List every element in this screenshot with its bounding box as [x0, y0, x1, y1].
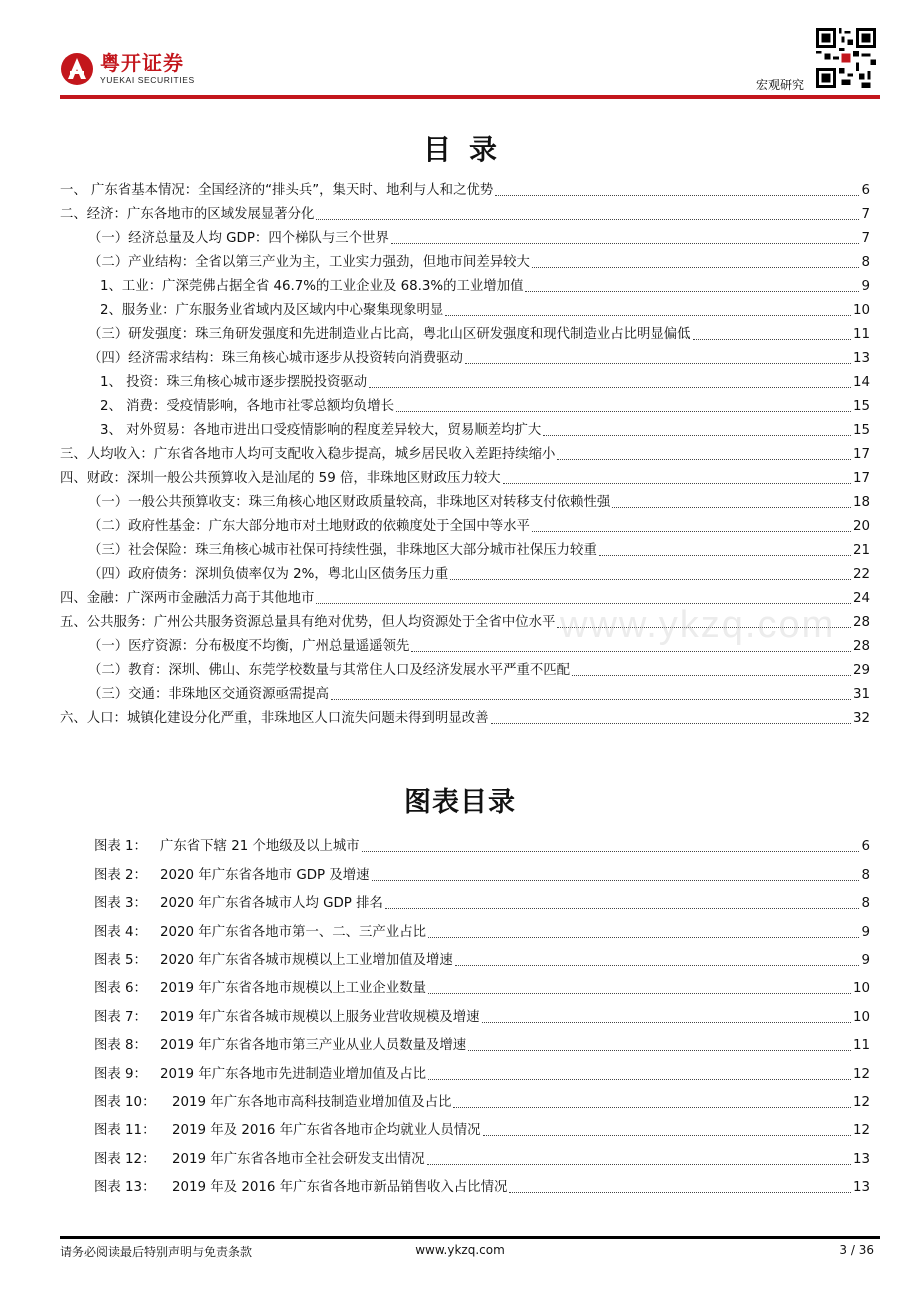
figure-entry-page: 9 [861, 924, 870, 940]
figure-entry-label: 图表 10： [94, 1094, 156, 1110]
toc-entry-page: 10 [852, 303, 870, 318]
toc-entry-page: 15 [852, 423, 870, 438]
figure-leader-dots [483, 1135, 851, 1136]
qr-code-icon [816, 28, 876, 88]
toc-leader-dots [532, 267, 860, 268]
toc-entry-page: 13 [852, 351, 870, 366]
toc-leader-dots [316, 219, 859, 220]
figure-entry-label: 图表 8： [94, 1038, 147, 1054]
toc-entry[interactable] [60, 296, 870, 320]
toc-leader-dots [525, 291, 859, 292]
toc-entry-page: 11 [852, 327, 870, 342]
toc-title: 目录 [422, 133, 515, 166]
toc-entry-text: （一）一般公共预算收支：珠三角核心地区财政质量较高，非珠地区对转移支付依赖性强 [88, 495, 611, 510]
figure-entry[interactable] [94, 1055, 870, 1083]
figure-entry-label: 图表 9： [94, 1066, 147, 1082]
figures-title: 图表目录 [404, 787, 516, 818]
toc-leader-dots [693, 339, 851, 340]
figure-entry[interactable] [94, 1140, 870, 1168]
toc-entry-page: 32 [852, 711, 870, 726]
figure-entry[interactable] [94, 1084, 870, 1112]
toc-entry-page: 17 [852, 447, 870, 462]
figure-entry-label: 图表 12： [94, 1151, 156, 1167]
toc-entry[interactable] [60, 248, 870, 272]
toc-entry-page: 15 [852, 399, 870, 414]
figure-entry-label: 图表 3： [94, 896, 147, 912]
figure-entry-text: 2020 年广东省各地市 GDP 及增速 [160, 867, 370, 883]
toc-entry-text: 2、服务业：广东服务业省域内及区域内中心聚集现象明显 [100, 303, 444, 318]
toc-leader-dots [331, 699, 851, 700]
toc-entry-text: 五、公共服务：广州公共服务资源总量具有绝对优势，但人均资源处于全省中位水平 [60, 615, 556, 630]
toc-entry[interactable] [60, 200, 870, 224]
toc-entry[interactable] [60, 536, 870, 560]
toc-entry-page: 17 [852, 471, 870, 486]
toc-entry[interactable] [60, 656, 870, 680]
figure-entry-text: 广东省下辖 21 个地级及以上城市 [160, 839, 360, 855]
toc-leader-dots [612, 507, 851, 508]
figure-entry-text: 2019 年广东省各地市第三产业从业人员数量及增速 [160, 1038, 467, 1054]
toc-entry[interactable] [60, 224, 870, 248]
figure-entry[interactable] [94, 885, 870, 913]
toc-entry-page: 6 [861, 183, 870, 198]
toc-entry-text: 六、人口：城镇化建设分化严重，非珠地区人口流失问题未得到明显改善 [60, 711, 489, 726]
figure-entry-page: 12 [852, 1066, 870, 1082]
toc-entry-page: 14 [852, 375, 870, 390]
figure-leader-dots [453, 1107, 851, 1108]
toc-entry[interactable] [60, 704, 870, 728]
figure-entry-text: 2020 年广东省各城市人均 GDP 排名 [160, 896, 383, 912]
figure-entry-label: 图表 11： [94, 1123, 156, 1139]
figure-leader-dots [455, 965, 860, 966]
figure-entry-text: 2019 年广东各地市高科技制造业增加值及占比 [172, 1094, 452, 1110]
toc-entry-text: 一、 广东省基本情况：全国经济的“排头兵”，集天时、地利与人和之优势 [60, 183, 494, 198]
footer-url: www.ykzq.com [415, 1243, 505, 1257]
figure-entry[interactable] [94, 1112, 870, 1140]
toc-entry-page: 24 [852, 591, 870, 606]
figure-entry-label: 图表 2： [94, 867, 147, 883]
toc-entry[interactable] [60, 680, 870, 704]
toc-entry-text: 四、财政：深圳一般公共预算收入是汕尾的 59 倍，非珠地区财政压力较大 [60, 471, 501, 486]
figure-entry-page: 6 [861, 839, 870, 855]
figure-entry[interactable] [94, 970, 870, 998]
toc-leader-dots [391, 243, 860, 244]
figure-entry-label: 图表 1： [94, 839, 147, 855]
figure-leader-dots [427, 1164, 851, 1165]
figure-entry-text: 2020 年广东省各城市规模以上工业增加值及增速 [160, 952, 453, 968]
toc-entry-text: 2、 消费：受疫情影响，各地市社零总额均负增长 [100, 399, 394, 414]
figure-entry[interactable] [94, 1169, 870, 1197]
toc-entry-text: 1、工业：广深莞佛占据全省 46.7%的工业企业及 68.3%的工业增加值 [100, 279, 524, 294]
toc-leader-dots [503, 483, 851, 484]
toc-entry-text: （二）政府性基金：广东大部分地市对土地财政的依赖度处于全国中等水平 [88, 519, 530, 534]
brand-name-cn: 粤开证券 [100, 51, 184, 75]
footer-disclaimer: 请务必阅读最后特别声明与免责条款 [60, 1245, 253, 1259]
figure-leader-dots [468, 1050, 851, 1051]
toc-entry[interactable] [60, 344, 870, 368]
toc-leader-dots [491, 723, 851, 724]
toc-entry-text: 三、人均收入：广东省各地市人均可支配收入稳步提高，城乡居民收入差距持续缩小 [60, 447, 556, 462]
toc-entry-text: （四）经济需求结构：珠三角核心城市逐步从投资转向消费驱动 [88, 351, 463, 366]
page-header [0, 0, 920, 100]
figure-entry-page: 12 [852, 1123, 870, 1139]
figure-entry-text: 2019 年广东省各地市全社会研发支出情况 [172, 1151, 425, 1167]
toc-entry-text: （三）社会保险：珠三角核心城市社保可持续性强，非珠地区大部分城市社保压力较重 [88, 543, 597, 558]
toc-entry[interactable] [60, 440, 870, 464]
brand-logo [60, 52, 210, 88]
toc-entry[interactable] [60, 320, 870, 344]
toc-entry[interactable] [60, 464, 870, 488]
toc-entry-page: 18 [852, 495, 870, 510]
toc-leader-dots [369, 387, 851, 388]
toc-leader-dots [465, 363, 851, 364]
toc-leader-dots [396, 411, 851, 412]
figures-list [94, 828, 870, 1197]
toc-entry-text: （二）产业结构：全省以第三产业为主，工业实力强劲，但地市间差异较大 [88, 255, 530, 270]
figure-leader-dots [428, 1079, 851, 1080]
figure-entry-text: 2019 年广东省各地市规模以上工业企业数量 [160, 981, 426, 997]
footer-page-number: 3 / 36 [839, 1243, 874, 1257]
figure-entry-page: 11 [852, 1038, 870, 1054]
toc-leader-dots [572, 675, 851, 676]
toc-entry-text: 1、 投资：珠三角核心城市逐步摆脱投资驱动 [100, 375, 368, 390]
toc-entry-text: （一）医疗资源：分布极度不均衡，广州总量遥遥领先 [88, 639, 410, 654]
toc-leader-dots [532, 531, 851, 532]
toc-entry-page: 7 [861, 207, 870, 222]
figure-entry-label: 图表 5： [94, 952, 147, 968]
figure-entry-page: 13 [852, 1180, 870, 1196]
figure-leader-dots [385, 908, 860, 909]
header-divider [60, 95, 880, 99]
figure-entry[interactable] [94, 856, 870, 884]
toc-entry-text: （三）研发强度：珠三角研发强度和先进制造业占比高，粤北山区研发强度和现代制造业占比明显偏低 [88, 327, 691, 342]
toc-entry-text: 3、 对外贸易：各地市进出口受疫情影响的程度差异较大，贸易顺差均扩大 [100, 423, 542, 438]
figure-entry-page: 8 [861, 896, 870, 912]
toc-entry[interactable] [60, 560, 870, 584]
toc-entry-page: 28 [852, 615, 870, 630]
toc-entry[interactable] [60, 392, 870, 416]
figure-leader-dots [372, 880, 860, 881]
toc-entry[interactable] [60, 416, 870, 440]
toc-entry-page: 20 [852, 519, 870, 534]
toc-entry-page: 7 [861, 231, 870, 246]
toc-leader-dots [411, 651, 851, 652]
figure-entry-text: 2019 年广东省各城市规模以上服务业营收规模及增速 [160, 1009, 480, 1025]
figure-leader-dots [362, 851, 860, 852]
figure-entry-page: 13 [852, 1151, 870, 1167]
figure-entry[interactable] [94, 942, 870, 970]
toc-leader-dots [557, 459, 851, 460]
toc-entry-text: 四、金融：广深两市金融活力高于其他地市 [60, 591, 315, 606]
section-tag: 宏观研究 [756, 78, 805, 92]
toc-entry[interactable] [60, 368, 870, 392]
figure-entry-page: 9 [861, 952, 870, 968]
figure-entry-page: 10 [852, 981, 870, 997]
toc-entry-text: （二）教育：深圳、佛山、东莞学校数量与其常住人口及经济发展水平严重不匹配 [88, 663, 571, 678]
brand-logo-icon [60, 52, 94, 86]
toc-leader-dots [450, 579, 851, 580]
toc-leader-dots [495, 195, 859, 196]
figure-leader-dots [509, 1192, 851, 1193]
toc-entry-page: 22 [852, 567, 870, 582]
figure-entry-text: 2019 年及 2016 年广东省各地市新品销售收入占比情况 [172, 1180, 508, 1196]
figure-entry[interactable] [94, 998, 870, 1026]
toc-entry-page: 21 [852, 543, 870, 558]
watermark: www.ykzq.com [560, 604, 836, 646]
toc-entry-text: （三）交通：非珠地区交通资源亟需提高 [88, 687, 330, 702]
figure-entry-page: 12 [852, 1094, 870, 1110]
figure-entry[interactable] [94, 913, 870, 941]
figure-entry-page: 10 [852, 1009, 870, 1025]
figure-entry-label: 图表 13： [94, 1180, 156, 1196]
figure-entry-text: 2019 年广东各地市先进制造业增加值及占比 [160, 1066, 426, 1082]
toc-entry-text: 二、经济：广东各地市的区域发展显著分化 [60, 207, 315, 222]
figure-entry-label: 图表 4： [94, 924, 147, 940]
toc-leader-dots [543, 435, 851, 436]
toc-entry[interactable] [60, 488, 870, 512]
footer-divider [60, 1236, 880, 1239]
figure-entry[interactable] [94, 828, 870, 856]
figure-leader-dots [482, 1022, 851, 1023]
figure-entry-text: 2019 年及 2016 年广东省各地市企均就业人员情况 [172, 1123, 481, 1139]
toc-leader-dots [599, 555, 851, 556]
figure-entry-text: 2020 年广东省各地市第一、二、三产业占比 [160, 924, 426, 940]
toc-entry-page: 9 [861, 279, 870, 294]
figure-leader-dots [428, 937, 859, 938]
toc-entry[interactable] [60, 272, 870, 296]
toc-entry-page: 29 [852, 663, 870, 678]
brand-name-en: YUEKAI SECURITIES [100, 75, 195, 85]
figure-entry[interactable] [94, 1027, 870, 1055]
toc-entry-text: （四）政府债务：深圳负债率仅为 2%，粤北山区债务压力重 [88, 567, 449, 582]
figure-entry-label: 图表 7： [94, 1009, 147, 1025]
figure-leader-dots [428, 993, 851, 994]
toc-entry-page: 31 [852, 687, 870, 702]
toc-entry-text: （一）经济总量及人均 GDP：四个梯队与三个世界 [88, 231, 389, 246]
figure-entry-page: 8 [861, 867, 870, 883]
toc-entry[interactable] [60, 512, 870, 536]
figure-entry-label: 图表 6： [94, 981, 147, 997]
toc-leader-dots [445, 315, 851, 316]
toc-entry[interactable] [60, 176, 870, 200]
toc-entry-page: 28 [852, 639, 870, 654]
toc-entry-page: 8 [861, 255, 870, 270]
